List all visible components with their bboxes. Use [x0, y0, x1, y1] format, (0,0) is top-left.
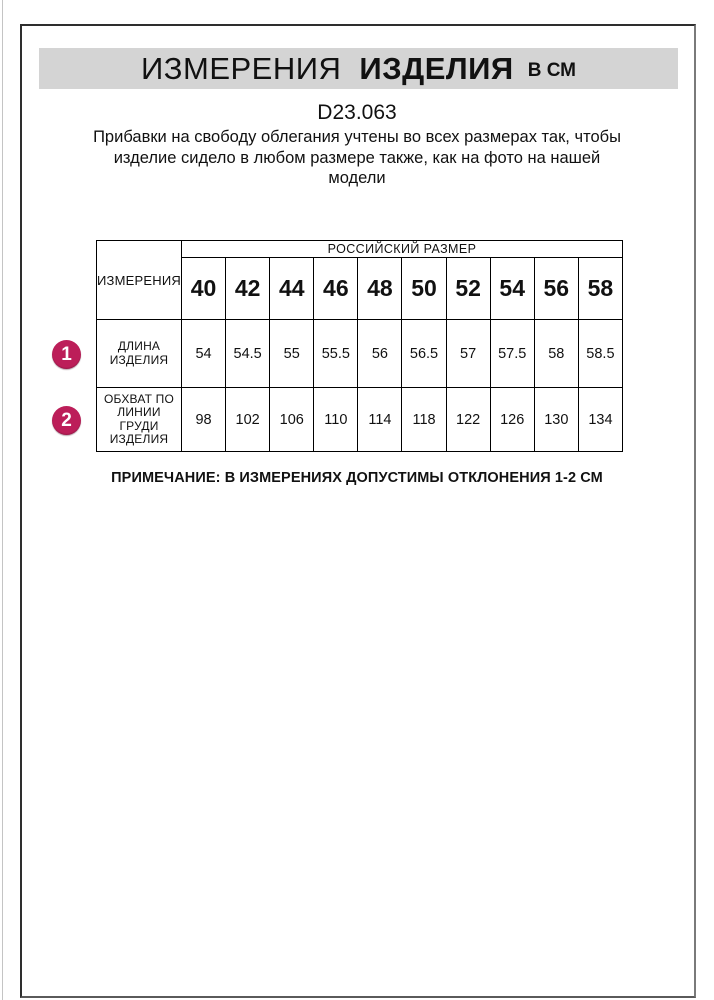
model-code: D23.063 — [317, 101, 397, 124]
tolerance-note: ПРИМЕЧАНИЕ: В ИЗМЕРЕНИЯХ ДОПУСТИМЫ ОТКЛОНЕНИЯ 1-2 СМ — [111, 470, 603, 486]
measurement-value-cell: 130 — [534, 388, 578, 452]
size-measurements-table — [96, 240, 623, 452]
measurement-value-cell: 114 — [358, 388, 402, 452]
intro-line: модели — [328, 169, 386, 187]
measurement-marker-1: 1 — [52, 340, 81, 369]
size-header-cell: 52 — [446, 258, 490, 320]
size-header-cell: 40 — [182, 258, 226, 320]
measurement-value-cell: 56 — [358, 320, 402, 388]
measurement-value-cell: 55 — [270, 320, 314, 388]
measurement-value-cell: 98 — [182, 388, 226, 452]
measurement-value-cell: 102 — [226, 388, 270, 452]
measurement-row — [97, 388, 623, 452]
measurement-value-cell: 54.5 — [226, 320, 270, 388]
size-header-cell: 54 — [490, 258, 534, 320]
measurement-value-cell: 57.5 — [490, 320, 534, 388]
measurement-value-cell: 106 — [270, 388, 314, 452]
measurement-value-cell: 57 — [446, 320, 490, 388]
measurement-value-cell: 55.5 — [314, 320, 358, 388]
table-header-row-group — [97, 241, 623, 258]
title-unit-cm: В СМ — [527, 60, 576, 81]
intro-line: изделие сидело в любом размере также, как на фото на нашей — [113, 148, 601, 167]
measurement-value-cell: 122 — [446, 388, 490, 452]
intro-line: Прибавки на свободу облегания учтены во всех размерах так, чтобы — [93, 128, 621, 146]
measurement-label: ОБХВАТ ПО ЛИНИИ ГРУДИ ИЗДЕЛИЯ — [97, 388, 182, 452]
measurement-row — [97, 320, 623, 388]
measurement-value-cell: 110 — [314, 388, 358, 452]
measurement-value-cell: 58.5 — [578, 320, 622, 388]
measurement-label: ДЛИНА ИЗДЕЛИЯ — [97, 320, 182, 388]
measurement-value-cell: 58 — [534, 320, 578, 388]
measurement-value-cell: 54 — [182, 320, 226, 388]
title-product: ИЗДЕЛИЯ — [359, 50, 514, 86]
size-header-cell: 56 — [534, 258, 578, 320]
intro-text — [0, 127, 714, 189]
size-header-cell: 44 — [270, 258, 314, 320]
size-header-cell: 42 — [226, 258, 270, 320]
title-band — [39, 48, 678, 89]
measurement-marker-2: 2 — [52, 406, 81, 435]
table-corner-header: ИЗМЕРЕНИЯ — [97, 241, 182, 320]
size-header-cell: 50 — [402, 258, 446, 320]
size-header-cell: 48 — [358, 258, 402, 320]
measurement-value-cell: 126 — [490, 388, 534, 452]
measurement-value-cell: 118 — [402, 388, 446, 452]
size-header-cell: 46 — [314, 258, 358, 320]
size-header-cell: 58 — [578, 258, 622, 320]
title-measurements: ИЗМЕРЕНИЯ — [140, 50, 342, 86]
measurement-value-cell: 134 — [578, 388, 622, 452]
measurement-value-cell: 56.5 — [402, 320, 446, 388]
russian-size-group-header: РОССИЙСКИЙ РАЗМЕР — [182, 241, 623, 258]
